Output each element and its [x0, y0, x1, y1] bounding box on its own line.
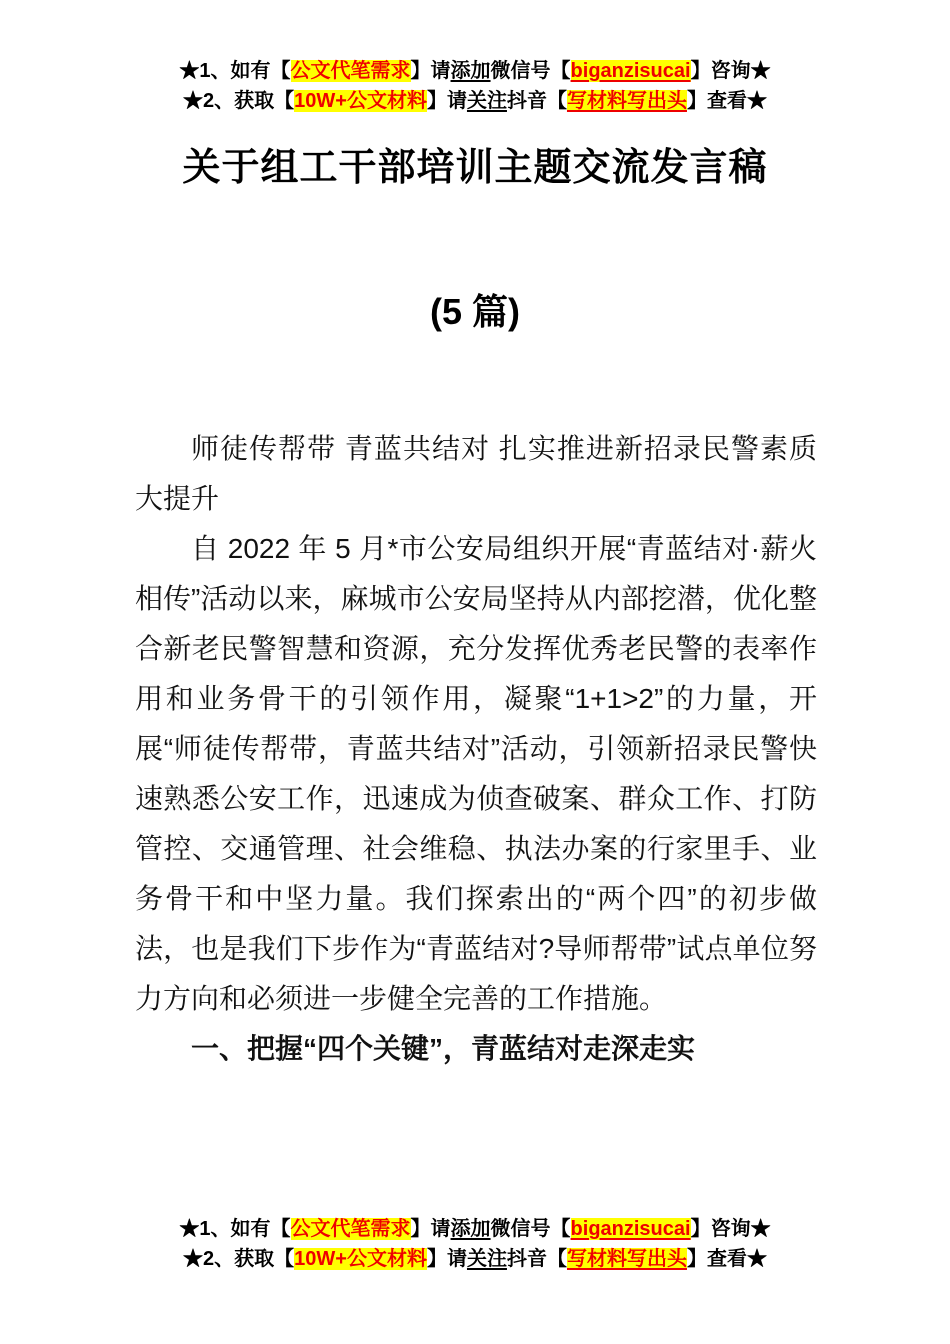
header-promo-line1	[0, 56, 950, 86]
promo-segment: ★1、如有【	[179, 1218, 291, 1240]
promo-segment: 】查看★	[686, 1248, 767, 1270]
footer-promo-line1	[0, 1214, 950, 1244]
document-title: 关于组工干部培训主题交流发言稿	[182, 147, 768, 189]
document-subtitle: (5 篇)	[429, 291, 520, 332]
promo-segment: 】查看★	[686, 90, 767, 112]
promo-segment: 公文代笔需求	[290, 60, 411, 82]
promo-segment: 】咨询★	[690, 60, 771, 82]
promo-segment: ★2、获取【	[183, 90, 295, 112]
promo-segment: 抖音【	[506, 1248, 567, 1270]
promo-segment: 添加	[450, 60, 491, 82]
promo-segment: 】请	[426, 1248, 467, 1270]
promo-segment: 】请	[426, 90, 467, 112]
promo-segment: 微信号【	[490, 1218, 571, 1240]
header-promo	[0, 56, 950, 116]
promo-segment: 关注	[466, 90, 507, 112]
section-heading: 一、把握“四个关键”，青蓝结对走深走实	[191, 1033, 696, 1064]
promo-segment: 关注	[466, 1248, 507, 1270]
promo-segment: biganzisucai	[570, 60, 691, 82]
footer-promo-line2	[0, 1244, 950, 1274]
footer-promo	[0, 1214, 950, 1274]
promo-segment: 写材料写出头	[566, 90, 687, 112]
promo-segment: 10W+公文材料	[294, 90, 427, 112]
promo-segment: 】咨询★	[690, 1218, 771, 1240]
promo-segment: 写材料写出头	[566, 1248, 687, 1270]
promo-segment: 添加	[450, 1218, 491, 1240]
promo-segment: 抖音【	[506, 90, 567, 112]
promo-segment: 微信号【	[490, 60, 571, 82]
header-promo-line2	[0, 86, 950, 116]
promo-segment: 】请	[410, 1218, 451, 1240]
paragraph-main: 自 2022 年 5 月*市公安局组织开展“青蓝结对·薪火相传”活动以来，麻城市公安局坚持从内部挖潜，优化整合新老民警智慧和资源，充分发挥优秀老民警的表率作用和业务骨干的引领作用，凝聚“1+1>2”的力量，开展“师徒传帮带，青蓝共结对”活动，引领新招录民警快速熟悉公安工作，迅速成为侦查破案、群众工作、打防管控、交通管理、社会维稳、执法办案的行家里手、业务骨干和中坚力量。我们探索出的“两个四”的初步做法，也是我们下步作为“青蓝结对?导师帮带”试点单位努力方向和必须进一步健全完善的工作措施。	[135, 533, 817, 1014]
promo-segment: 10W+公文材料	[294, 1248, 427, 1270]
promo-segment: ★1、如有【	[179, 60, 291, 82]
promo-segment: ★2、获取【	[183, 1248, 295, 1270]
paragraph-lead: 师徒传帮带 青蓝共结对 扎实推进新招录民警素质大提升	[135, 433, 817, 514]
promo-segment: 】请	[410, 60, 451, 82]
promo-segment: 公文代笔需求	[290, 1218, 411, 1240]
document-body	[135, 424, 817, 1074]
promo-segment: biganzisucai	[570, 1218, 691, 1240]
